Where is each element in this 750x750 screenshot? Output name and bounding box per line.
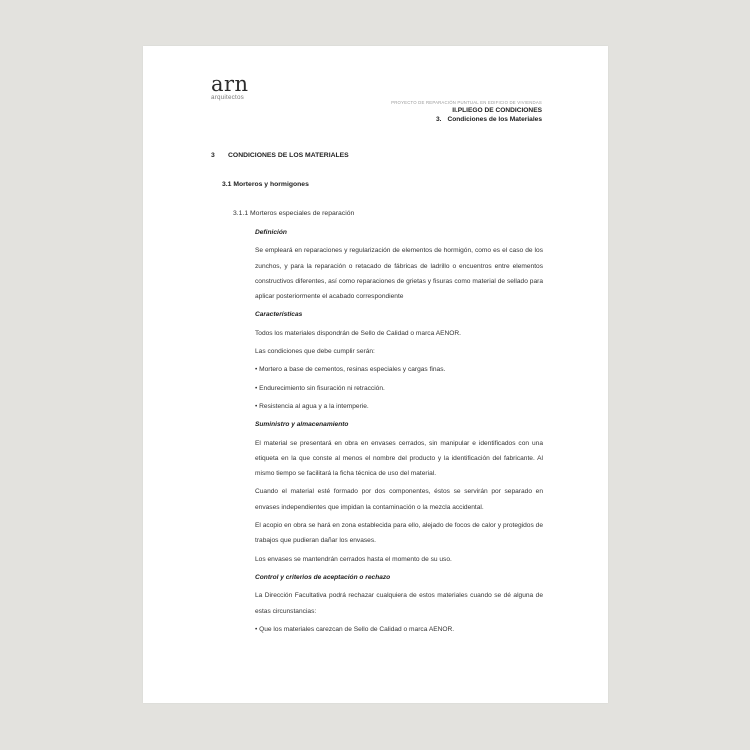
header-section-number: 3. xyxy=(435,116,442,123)
suministro-p2: Cuando el material esté formado por dos componentes, éstos se servirán por separado en envases independientes que impidan la contaminación o la mezcla accidental. xyxy=(255,488,543,511)
bullet-item: • Endurecimiento sin fisuración ni retracción. xyxy=(255,381,543,396)
subsection-heading: 3.1.1 Morteros especiales de reparación xyxy=(233,210,355,217)
header-section-title: Condiciones de los Materiales xyxy=(447,116,542,123)
control-heading: Control y criterios de aceptación o rechazo xyxy=(255,573,391,581)
suministro-p1: El material se presentará en obra en envases cerrados, sin manipular e identificados con una etiqueta en la que conste al menos el nombre del producto y la identificación del fabricante. Al mismo tiempo se facilitará la ficha técnica de uso del material. xyxy=(255,439,543,478)
bullet-item: • Mortero a base de cementos, resinas especiales y cargas finas. xyxy=(255,362,543,377)
definicion-heading: Definición xyxy=(255,229,287,236)
chapter-number: 3 xyxy=(211,152,215,159)
document-part-title: II.PLIEGO DE CONDICIONES xyxy=(452,107,542,114)
logo-subtitle: arquitectos xyxy=(211,94,245,101)
suministro-heading: Suministro y almacenamiento xyxy=(255,421,349,429)
control-p1: La Dirección Facultativa podrá rechazar cualquiera de estos materiales cuando se dé alguna de estas circunstancias: xyxy=(255,592,543,615)
suministro-p4: Los envases se mantendrán cerrados hasta el momento de su uso. xyxy=(255,555,452,563)
caracteristicas-p2: Las condiciones que debe cumplir serán: xyxy=(255,348,375,356)
project-title: PROYECTO DE REPARACIÓN PUNTUAL EN EDIFICIO DE VIVIENDAS xyxy=(391,100,542,105)
company-logo xyxy=(211,73,249,101)
caracteristicas-heading: Características xyxy=(255,311,303,319)
page-header xyxy=(391,100,542,124)
caracteristicas-p1: Todos los materiales dispondrán de Sello de Calidad o marca AENOR. xyxy=(255,329,461,337)
subsection-body xyxy=(255,225,543,637)
suministro-p3: El acopio en obra se hará en zona establecida para ello, alejado de focos de calor y protegidos de trabajos que pudieran dañar los envases. xyxy=(255,522,543,545)
header-section xyxy=(391,115,542,124)
document-page xyxy=(143,46,608,703)
section-heading: 3.1 Morteros y hormigones xyxy=(222,181,309,188)
chapter-title: CONDICIONES DE LOS MATERIALES xyxy=(228,152,349,159)
definicion-text: Se empleará en reparaciones y regularización de elementos de hormigón, como es el caso de los zunchos, y para la reparación o retacado de fábricas de ladrillo o encuentros entre elementos constructivos diferentes, así como reparaciones de grietas y fisuras como material de sellado para aplicar posteriormente el acabado correspondiente xyxy=(255,247,543,301)
chapter-heading xyxy=(211,152,349,159)
logo-name: arn xyxy=(211,72,249,96)
bullet-item: • Que los materiales carezcan de Sello de Calidad o marca AENOR. xyxy=(255,622,543,637)
bullet-item: • Resistencia al agua y a la intemperie. xyxy=(255,399,543,414)
